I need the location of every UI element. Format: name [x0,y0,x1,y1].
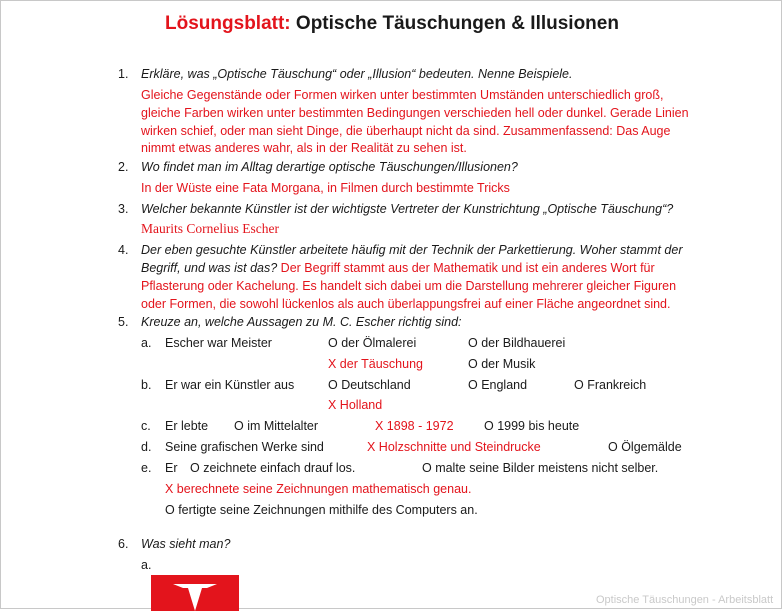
q5-number: 5. [118,315,129,329]
q5c-option[interactable]: O 1999 bis heute [484,419,580,433]
q1-answer-line: Gleiche Gegenstände oder Formen wirken unter bestimmten Umständen unterschiedlich groß, [141,88,664,102]
q2-answer: In der Wüste eine Fata Morgana, in Filmen durch bestimmte Tricks [141,181,510,195]
q4-answer-line: Pflasterung oder Kachelung. Es handelt sich dabei um die Darstellung mehrerer gleicher Figuren [141,279,677,293]
q5b-option[interactable]: O England [468,378,528,392]
q5e-label: e. [141,461,152,475]
q6-text: Was sieht man? [141,537,231,551]
q5e-option[interactable]: O fertigte seine Zeichnungen mithilfe des Computers an. [165,503,478,517]
q5a-label: a. [141,336,152,350]
q1-answer-line: gleiche Farben wirken unter bestimmten Bedingungen verschieden hell oder dunkel. Gerade Linien [141,106,689,120]
q4-text-line1: Der eben gesuchte Künstler arbeitete häufig mit der Technik der Parkettierung. Woher stammt der [141,243,683,257]
q5c-stem: Er lebte [165,419,209,433]
q5a-option-checked[interactable]: X der Täuschung [328,357,423,371]
q2-text: Wo findet man im Alltag derartige optische Täuschungen/Illusionen? [141,160,518,174]
q5b-option[interactable]: O Frankreich [574,378,647,392]
q5c-label: c. [141,419,151,433]
title-prefix: Lösungsblatt: [165,13,291,34]
q5c-option-checked[interactable]: X 1898 - 1972 [375,419,454,433]
q5a-option[interactable]: O der Bildhauerei [468,336,566,350]
q1-text: Erkläre, was „Optische Täuschung“ oder „Illusion“ bedeuten. Nenne Beispiele. [141,67,573,81]
q5-text: Kreuze an, welche Aussagen zu M. C. Escher richtig sind: [141,315,462,329]
illusion-shape-icon [151,575,239,611]
page-title [0,13,784,35]
q6-a-label: a. [141,558,152,572]
q5b-option-checked[interactable]: X Holland [328,398,383,412]
q4-answer-start: Der Begriff stammt aus der Mathematik und ist ein anderes Wort für [280,261,655,275]
q1-answer-line: wirken schief, oder man sieht Dinge, die überhaupt nicht da sind. Zusammenfassend: Das Auge [141,124,671,138]
q4-line2 [141,260,655,276]
q5a-option[interactable]: O der Ölmalerei [328,336,417,350]
watermark: Optische Täuschungen - Arbeitsblatt [596,594,774,606]
q4-number: 4. [118,243,129,257]
q5d-option-checked[interactable]: X Holzschnitte und Steindrucke [367,440,541,454]
q5e-option[interactable]: O zeichnete einfach drauf los. [190,461,356,475]
q5b-stem: Er war ein Künstler aus [165,378,295,392]
q5e-option-checked[interactable]: X berechnete seine Zeichnungen mathematisch genau. [165,482,472,496]
q5e-stem: Er [165,461,178,475]
q6-number: 6. [118,537,129,551]
q3-answer: Maurits Cornelius Escher [141,221,279,236]
q5d-option[interactable]: O Ölgemälde [608,440,682,454]
q3-text: Welcher bekannte Künstler ist der wichtigste Vertreter der Kunstrichtung „Optische Täuschung“? [141,202,674,216]
q5a-stem: Escher war Meister [165,336,272,350]
q5d-label: d. [141,440,152,454]
q5e-option[interactable]: O malte seine Bilder meistens nicht selber. [422,461,659,475]
q4-answer-line: oder Formen, die sowohl lückenlos als auch überlappungsfrei auf einer Fläche angeordnet sind. [141,297,671,311]
q5a-option[interactable]: O der Musik [468,357,536,371]
q1-number: 1. [118,67,129,81]
q5b-option[interactable]: O Deutschland [328,378,411,392]
q1-answer-line: nimmt etwas anderes wahr, als in der Realität zu sehen ist. [141,141,467,155]
q4-text-line2: Begriff, und was ist das? [141,261,278,275]
q5c-option[interactable]: O im Mittelalter [234,419,319,433]
q2-number: 2. [118,160,129,174]
q3-number: 3. [118,202,129,216]
illusion-image [151,575,239,611]
title-rest: Optische Täuschungen & Illusionen [295,13,619,34]
q5d-stem: Seine grafischen Werke sind [165,440,324,454]
q5b-label: b. [141,378,152,392]
